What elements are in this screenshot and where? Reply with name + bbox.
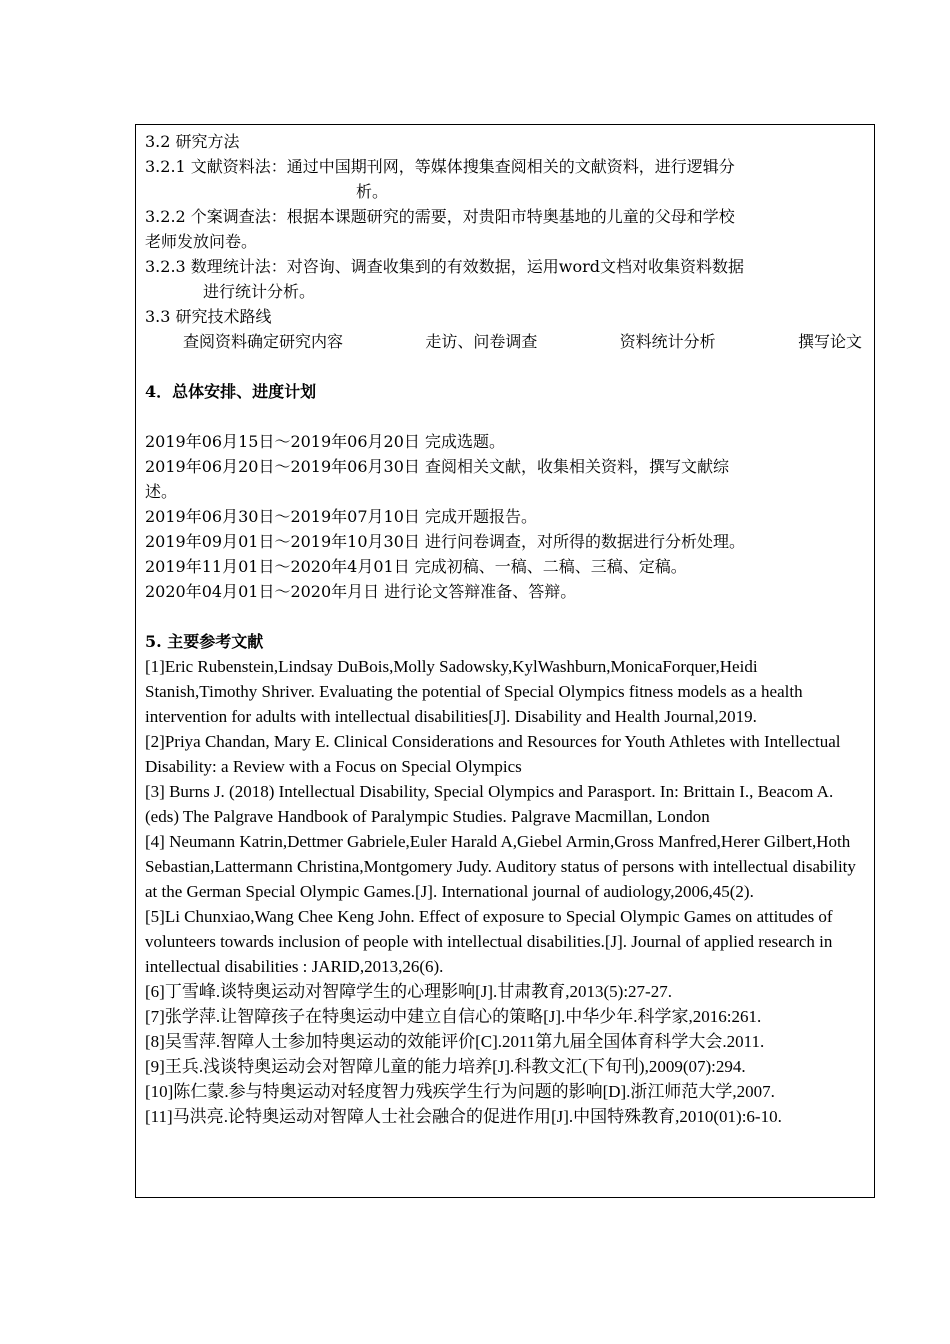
reference-item: [8]吴雪萍.智障人士参加特奥运动的效能评价[C].2011第九届全国体育科学大会.2011. [145, 1032, 765, 1051]
reference-item: [3] Burns J. (2018) Intellectual Disability, Special Olympics and Parasport. In: Brittain I., Beacom A. (eds) The Palgrave Handbook of Paralympic Studies. Palgrave Macmillan, London [145, 782, 834, 826]
heading-section-4: 4．总体安排、进度计划 [145, 382, 317, 401]
schedule-item: 2019年06月15日～2019年06月20日 完成选题。 [145, 432, 505, 451]
route-step-4: 撰写论文 [797, 332, 862, 351]
reference-item: [9]王兵.浅谈特奥运动会对智障儿童的能力培养[J].科教文汇(下旬刊),2009(07):294. [145, 1057, 746, 1076]
reference-item: [1]Eric Rubenstein,Lindsay DuBois,Molly Sadowsky,KylWashburn,MonicaForquer,Heidi Stanish,Timothy Shriver. Evaluating the potential of Special Olympics fitness models as a health intervention for adults with intellectual disabilities[J]. Disability and Health Journal,2019. [145, 657, 803, 726]
method-case-survey-cont: 老师发放问卷。 [145, 232, 258, 251]
reference-list [145, 654, 866, 1129]
reference-item: [6]丁雪峰.谈特奥运动对智障学生的心理影响[J].甘肃教育,2013(5):27-27. [145, 982, 672, 1001]
heading-section-5: 5. 主要参考文献 [145, 632, 264, 651]
method-literature-cont: 析。 [356, 182, 389, 201]
reference-item: [10]陈仁蒙.参与特奥运动对轻度智力残疾学生行为问题的影响[D].浙江师范大学,2007. [145, 1082, 775, 1101]
method-statistics: 3.2.3 数理统计法：对咨询、调查收集到的有效数据，运用word文档对收集资料数据 [145, 257, 745, 276]
schedule-item-cont: 述。 [145, 482, 178, 501]
heading-3-2: 3.2 研究方法 [145, 132, 240, 151]
route-step-3: 资料统计分析 [619, 332, 716, 351]
reference-item: [7]张学萍.让智障孩子在特奥运动中建立自信心的策略[J].中华少年.科学家,2016:261. [145, 1007, 762, 1026]
route-step-2: 走访、问卷调查 [425, 332, 538, 351]
method-statistics-cont: 进行统计分析。 [203, 282, 316, 301]
schedule-item: 2019年09月01日～2019年10月30日 进行问卷调查，对所得的数据进行分析处理。 [145, 532, 745, 551]
document-table-cell [135, 124, 875, 1198]
method-literature: 3.2.1 文献资料法：通过中国期刊网，等媒体搜集查阅相关的文献资料，进行逻辑分 [145, 157, 735, 176]
technical-route [145, 329, 866, 354]
reference-item: [5]Li Chunxiao,Wang Chee Keng John. Effect of exposure to Special Olympic Games on attitudes of volunteers towards inclusion of people with intellectual disabilities.[J]. Journal of applied research in intellectual disabilities : JARID,2013,26(6). [145, 907, 833, 976]
schedule-item: 2019年06月30日～2019年07月10日 完成开题报告。 [145, 507, 537, 526]
schedule-item: 2019年11月01日～2020年4月01日 完成初稿、一稿、二稿、三稿、定稿。 [145, 557, 687, 576]
route-step-1: 查阅资料确定研究内容 [183, 332, 344, 351]
method-case-survey: 3.2.2 个案调查法：根据本课题研究的需要，对贵阳市特奥基地的儿童的父母和学校 [145, 207, 735, 226]
reference-item: [2]Priya Chandan, Mary E. Clinical Considerations and Resources for Youth Athletes with Intellectual Disability: a Review with a Focus on Special Olympics [145, 732, 841, 776]
heading-3-3: 3.3 研究技术路线 [145, 307, 272, 326]
schedule-item: 2020年04月01日～2020年月日 进行论文答辩准备、答辩。 [145, 582, 577, 601]
schedule-item: 2019年06月20日～2019年06月30日 查阅相关文献，收集相关资料，撰写文献综 [145, 457, 729, 476]
reference-item: [4] Neumann Katrin,Dettmer Gabriele,Euler Harald A,Giebel Armin,Gross Manfred,Herer Gilbert,Hoth Sebastian,Lattermann Christina,Montgomery Judy. Auditory status of persons with intellectual disability at the German Special Olympic Games.[J]. International journal of audiology,2006,45(2). [145, 832, 856, 901]
reference-item: [11]马洪亮.论特奥运动对智障人士社会融合的促进作用[J].中国特殊教育,2010(01):6-10. [145, 1107, 782, 1126]
